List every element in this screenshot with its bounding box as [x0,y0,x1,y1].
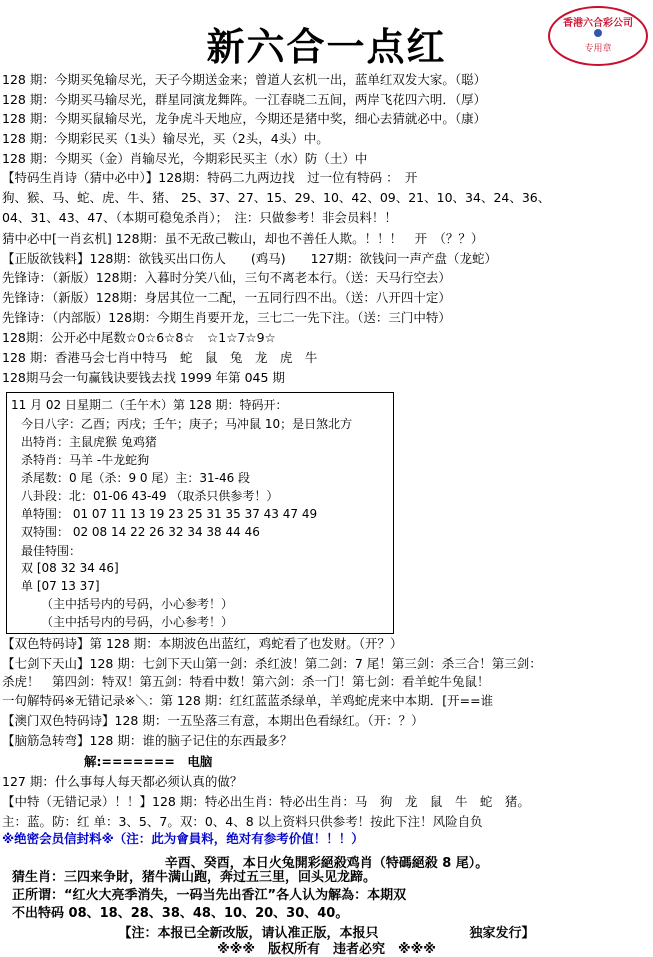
text-line: 主：蓝。防：红 单：3、5、7。双：0、4、8 以上资料只供参考！按此下注！风险自负 [2,814,483,829]
stamp-bottom-text: 专用章 [584,44,612,54]
text-line: 猜中必中[一肖玄机] 128期：虽不无敌己鞍山，却也不善任人欺。！！！ 开 （？？） [2,231,484,246]
text-line: 127 期：什么事每人每天都必须认真的做？ [2,774,243,789]
bottom-line: 正所谓：“红火大亮季消失，一码当先出香江”各人认为解為：本期双 [12,888,407,903]
bottom-line: 【注：本报已全新改版，请认准正版，本报只 独家发行】 [118,926,535,941]
box-row: 双 [08 32 34 46] [21,561,119,575]
text-line: 狗、猴、马、蛇、虎、牛、猪、 25、37、27、15、29、10、42、09、21、10、34、24、36、 [2,190,551,205]
box-row: 单特围： 01 07 11 13 19 23 25 31 35 37 43 47 49 [21,507,318,521]
box-header: 11 月 02 日星期二（壬午木）第 128 期：特码开： [11,398,288,412]
stamp-top-text: 香港六合彩公司 [563,18,633,29]
text-line: 128 期：今期买鼠输尽光，龙争虎斗天地应，今期还是猪中奖，细心去猜就必中。（康） [2,111,487,126]
bottom-line: 不出特码 08、18、28、38、48、10、20、30、40。 [12,906,349,921]
text-line: 杀虎！ 第四剑：特双！第五剑：特看中数！第六剑：杀一门！第七剑：看羊蛇牛兔鼠！ [2,674,490,689]
text-line: 【正版欲钱料】128期：欲钱买出口伤人 (鸡马) 127期：欲钱问一声产盘（龙蛇） [2,251,497,266]
forecast-box [6,392,394,634]
text-line: 【七剑下天山】128 期：七剑下天山第一剑：杀红波！第二剑：7 尾！第三剑：杀三合！第三剑： [2,656,542,671]
text-line: 先锋诗：（新版）128期：入暮时分笑八仙，三句不离老本行。（送：天马行空去） [2,270,451,285]
text-line: 【脑筋急转弯】128 期：谁的脑子记住的东西最多？ [2,733,293,748]
member-note: ※绝密会员信封料※（注：此为會員料，绝对有参考价值！！！） [2,831,364,846]
box-row: 双特围： 02 08 14 22 26 32 34 38 44 46 [21,525,260,539]
text-line: 一句解特码※无错记录※＼：第 128 期：红红蓝蓝杀绿单，羊鸡蛇虎来中本期．[开==谁 [2,693,494,708]
box-row: 最佳特围： [21,544,82,558]
text-line: 【双色特码诗】第 128 期：本期波色出蓝红，鸡蛇看了也发财。（开？） [2,636,403,651]
box-row: 今日八字：乙酉；丙戌；壬午；庚子；马冲鼠 10；是日煞北方 [21,417,353,431]
box-row: 杀尾数：0 尾（杀：9 0 尾）主：31-46 段 [21,471,251,485]
text-line: 先锋诗：（内部版）128期：今期生肖要开龙，三七二一先下注。（送：三门中特） [2,310,451,325]
text-line: 128 期：今期买（金）肖输尽光，今期彩民买主（水）防（土）中 [2,151,368,166]
riddle-answer: 解:======= 电脑 [84,754,213,769]
text-line: 【澳门双色特码诗】128 期：一五坠落三有意，本期出色看绿红。（开：？） [2,713,424,728]
text-line: 128期：公开必中尾数☆0☆6☆8☆ ☆1☆7☆9☆ [2,330,276,345]
text-line: 04、31、43、47、（本期可稳兔杀肖）； 注：只做参考！非会员料！！ [2,210,397,225]
text-line: 128 期：今期买兔输尽光，天子今期送金来；曾道人玄机一出，蓝单红双发大家。（聪） [2,72,487,87]
bottom-line: 猜生肖：三四来争財，猪牛满山跑，奔过五三里，回头见龙蹄。 [12,870,377,885]
box-note: （主中括号内的号码，小心参考！） [41,615,234,629]
text-line: 先锋诗：（新版）128期：身居其位一二配，一五同行四不出。（送：八开四十定） [2,290,451,305]
bottom-line: 辛酉、癸酉，本日火兔開彩絕殺鸡肖（特碼絕殺 8 尾）。 [164,856,489,871]
text-line: 128 期：香港马会七肖中特马 蛇 鼠 兔 龙 虎 牛 [2,350,318,365]
page-title: 新六合一点红 [206,24,447,69]
copyright-line: ※※※ 版权所有 违者必究 ※※※ [217,942,436,957]
box-row: 单 [07 13 37] [21,579,100,593]
text-line: 128 期：今期买马输尽光，群星同演龙舞阵。一江春晓二五间，两岸飞花四六明．（厚） [2,92,487,107]
box-row: 八卦段：北：01-06 43-49 （取杀只供参考！） [21,489,279,503]
stamp-emblem-icon [594,29,602,37]
box-row: 杀特肖：马羊 -牛龙蛇狗 [21,453,150,467]
company-seal-stamp [548,6,648,66]
text-line: 【中特（无错记录）！！】128 期：特必出生肖：特必出生肖：马 狗 龙 鼠 牛 蛇 猪。 [2,794,530,809]
text-line: 128 期：今期彩民买（1头）输尽光，买（2头，4头）中。 [2,131,329,146]
box-note: （主中括号内的号码，小心参考！） [41,597,234,611]
box-row: 出特肖：主鼠虎猴 兔鸡猪 [21,435,157,449]
text-line: 128期马会一句赢钱诀要钱去找 1999 年第 045 期 [2,370,285,385]
text-line: 【特码生肖诗（猜中必中）】128期：特码二九两边找 过一位有特码 ： 开 [2,170,418,185]
